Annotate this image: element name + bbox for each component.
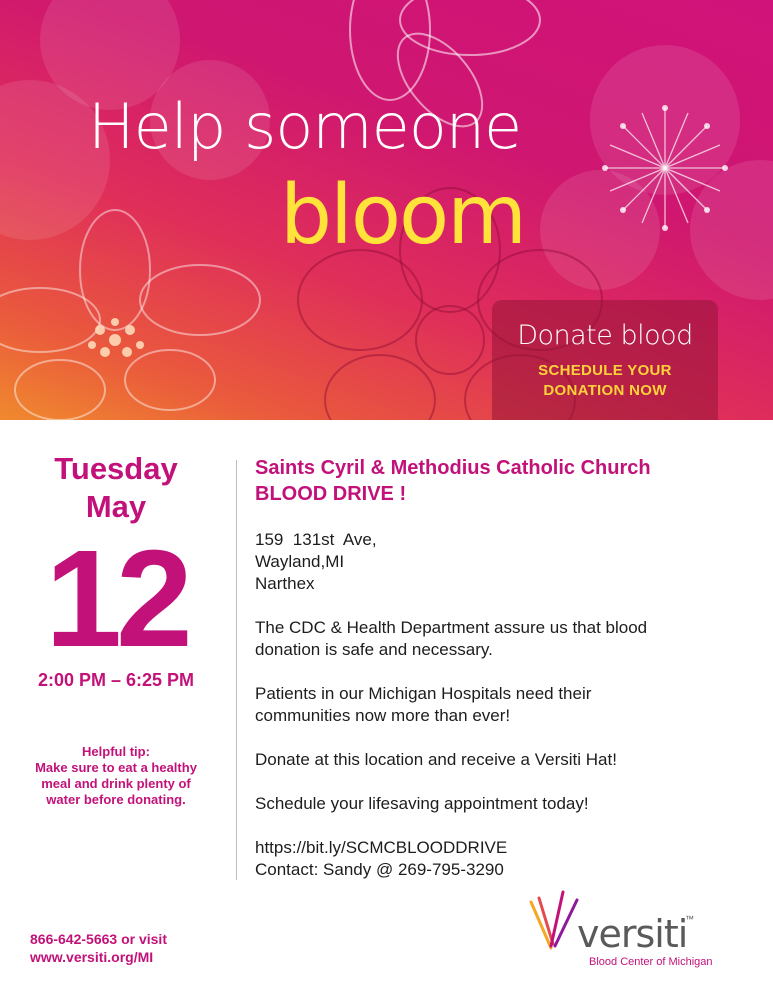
address [255, 529, 755, 881]
schedule-text: Schedule your lifesaving appointment today! [255, 794, 589, 813]
versiti-v-mark-icon [525, 888, 585, 954]
tip-text-2: meal and drink plenty of [41, 776, 191, 791]
hat-text: Donate at this location and receive a Versiti Hat! [255, 750, 617, 769]
event-day: Tuesday [54, 451, 178, 486]
headline-line-2: bloom [280, 168, 526, 263]
hero-banner [0, 0, 773, 420]
schedule-cta[interactable] [492, 361, 718, 401]
cta-line-1: SCHEDULE YOUR [538, 362, 672, 379]
schedule-link[interactable]: https://bit.ly/SCMCBLOODDRIVE [255, 838, 508, 857]
address-line-2: Wayland,MI [255, 552, 345, 571]
column-divider [236, 460, 237, 880]
event-date-number: 12 [45, 522, 187, 676]
donate-callout[interactable] [492, 300, 718, 420]
event-details [255, 455, 755, 881]
event-month: May [85, 489, 147, 524]
cdc-text-1: The CDC & Health Department assure us that blood [255, 618, 648, 637]
versiti-logo [525, 888, 745, 972]
event-time: 2:00 PM – 6:25 PM [37, 670, 195, 690]
footer-phone: 866-642-5663 or visit [30, 931, 167, 947]
helpful-tip [20, 744, 212, 808]
address-line-1: 159 131st Ave, [255, 530, 377, 549]
address-line-3: Narthex [255, 574, 315, 593]
patients-text-2: communities now more than ever! [255, 706, 511, 725]
logo-subtitle: Blood Center of Michigan [589, 956, 713, 968]
cta-line-2: DONATION NOW [543, 382, 667, 399]
headline-line-1: Help someone [88, 90, 522, 163]
tip-heading: Helpful tip: [82, 744, 150, 759]
tip-text-3: water before donating. [46, 792, 186, 807]
cdc-text-2: donation is safe and necessary. [255, 640, 493, 659]
logo-trademark: ™ [685, 914, 694, 924]
patients-text-1: Patients in our Michigan Hospitals need their [255, 684, 592, 703]
church-name: Saints Cyril & Methodius Catholic Church [255, 457, 651, 479]
footer-website-link[interactable]: www.versiti.org/MI [30, 949, 154, 965]
tip-text-1: Make sure to eat a healthy [35, 760, 197, 775]
event-date-block [0, 450, 232, 691]
logo-wordmark: versiti [577, 912, 688, 956]
blood-drive-title: BLOOD DRIVE ! [255, 483, 407, 505]
contact-info: Contact: Sandy @ 269-795-3290 [255, 860, 504, 879]
footer-contact [30, 930, 167, 966]
donate-title: Donate blood [517, 320, 693, 351]
